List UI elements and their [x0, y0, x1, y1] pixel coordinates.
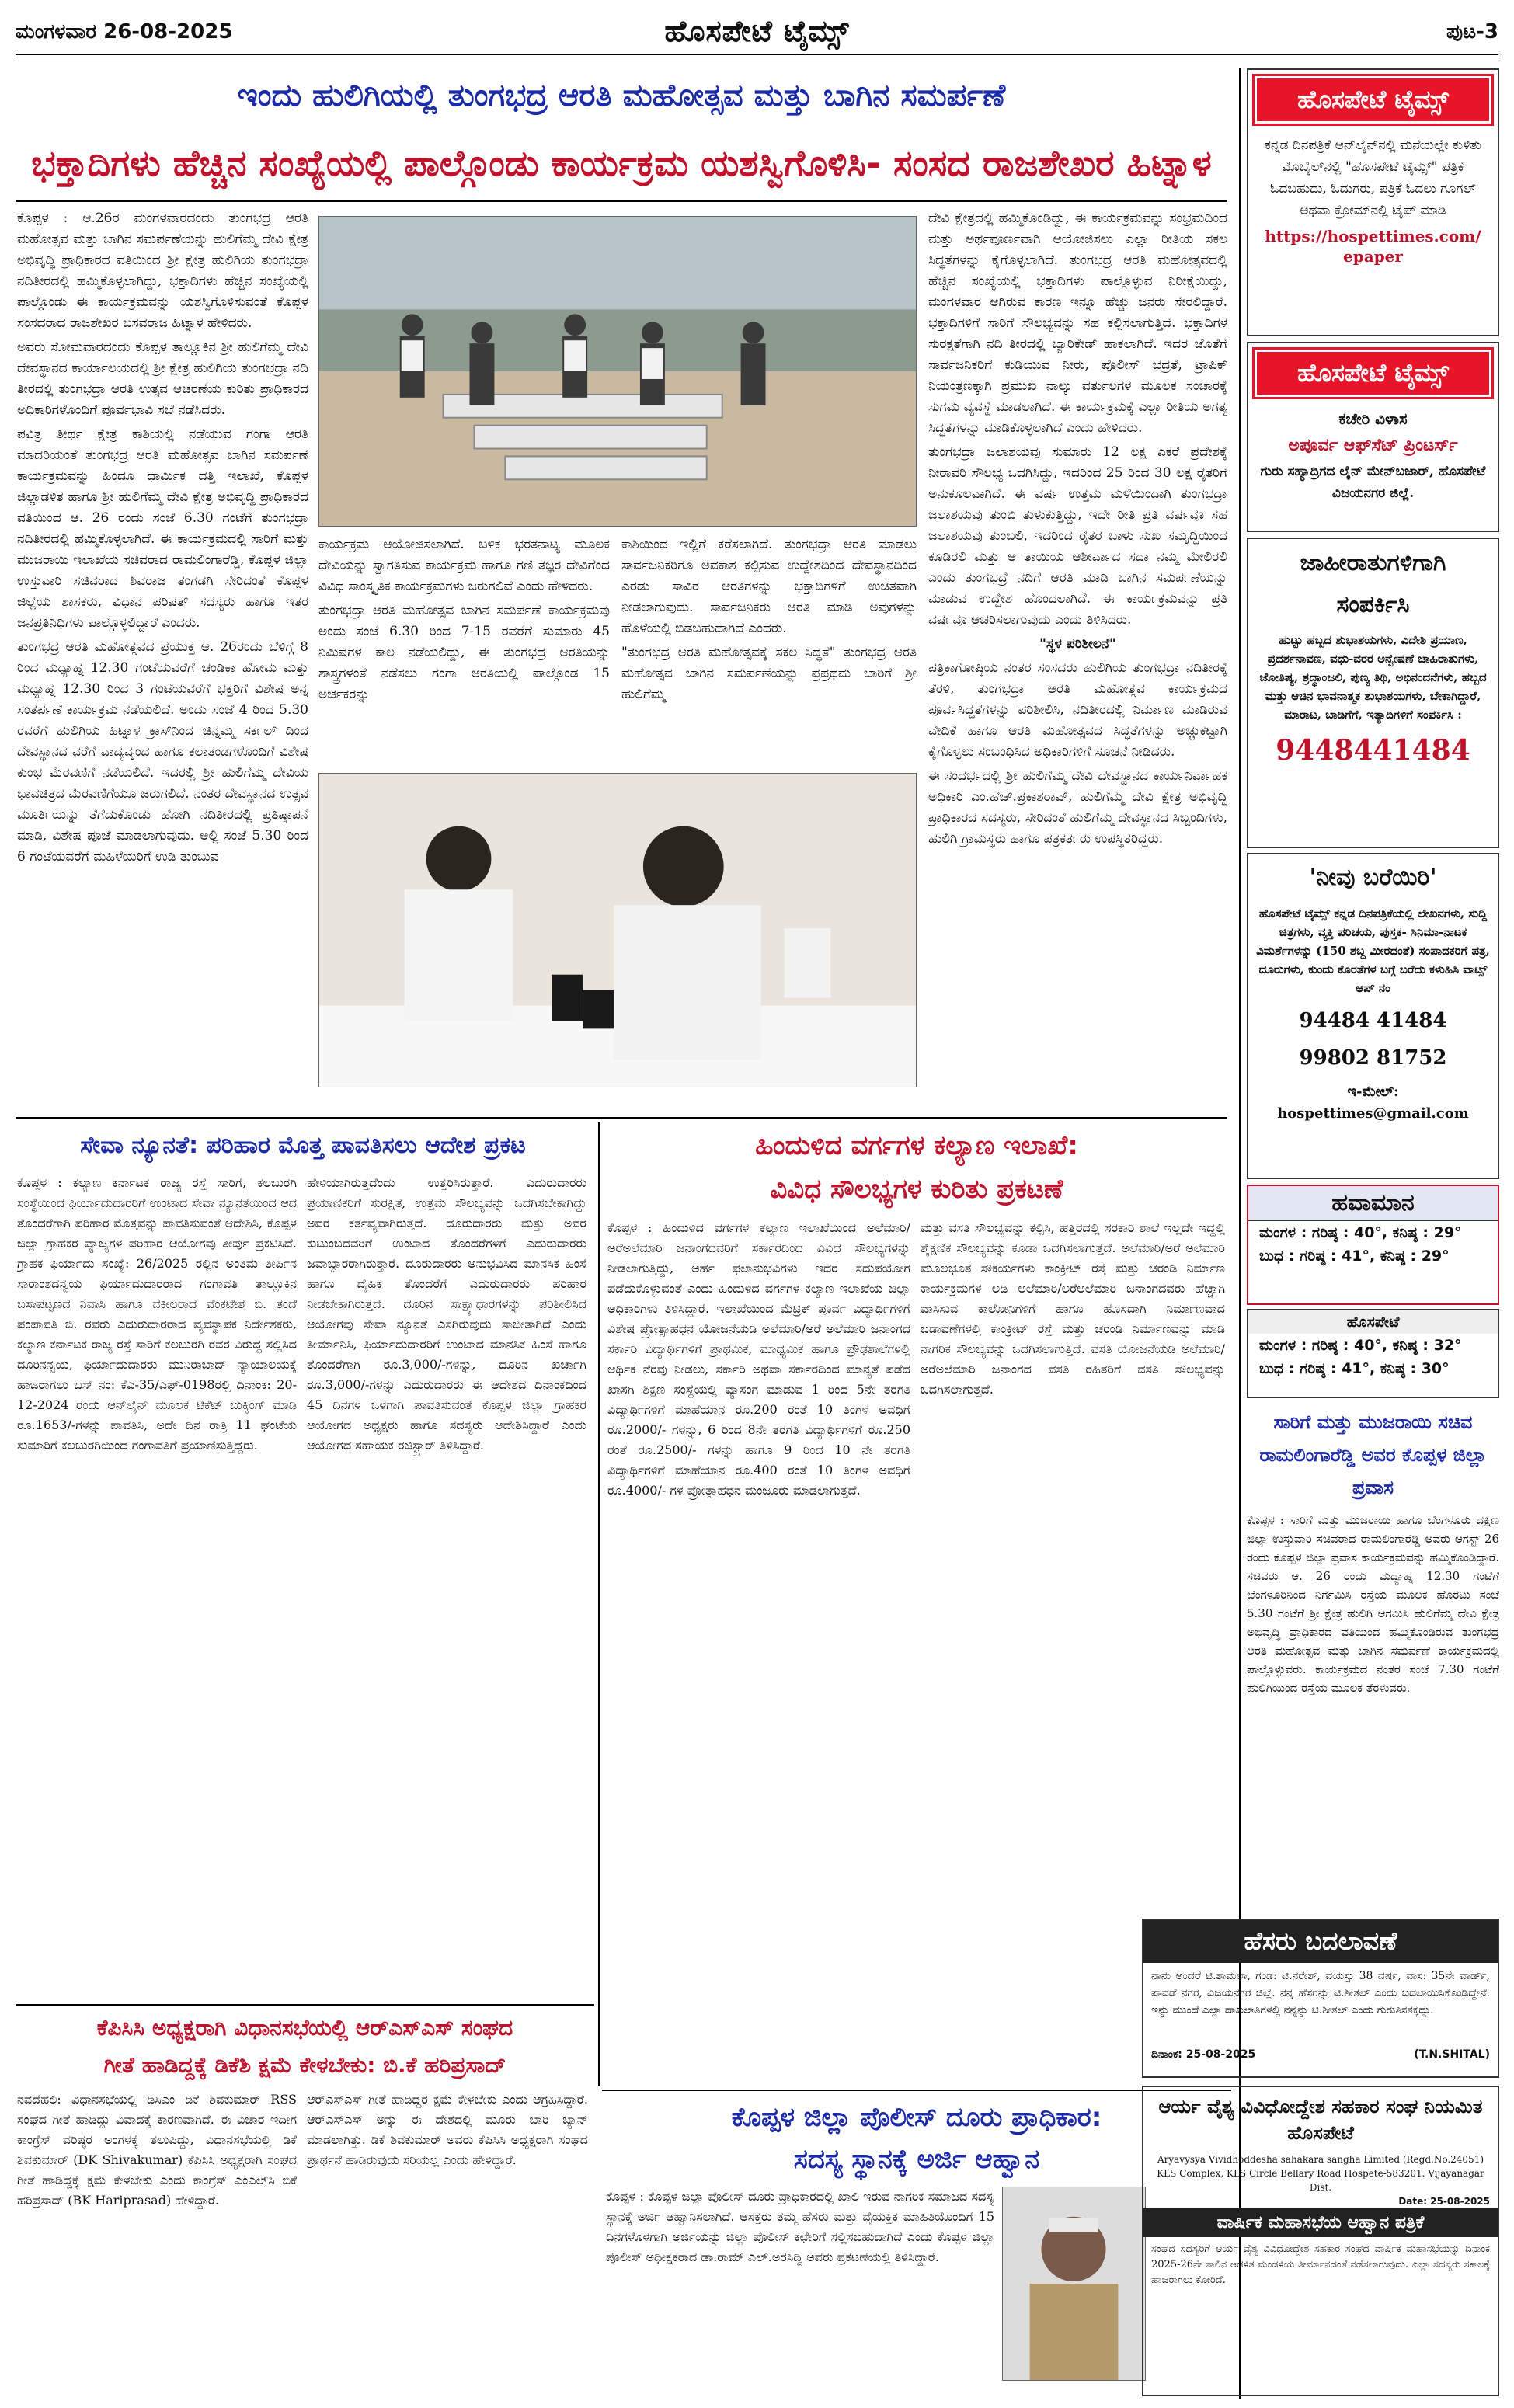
- divider: [16, 1117, 1227, 1119]
- name-change-title: ಹೆಸರು ಬದಲಾವಣೆ: [1143, 1920, 1498, 1963]
- epaper-banner: ಹೊಸಪೇಟೆ ಟೈಮ್ಸ್: [1255, 76, 1491, 124]
- epaper-label[interactable]: epaper: [1343, 247, 1403, 266]
- weather-city: ಹೊಸಪೇಟೆ: [1248, 1310, 1498, 1334]
- office-banner: ಹೊಸಪೇಟೆ ಟೈಮ್ಸ್: [1255, 350, 1491, 397]
- kpcc-column-1: ನವದೆಹಲಿ: ವಿಧಾನಸಭೆಯಲ್ಲಿ ಡಿಸಿಎಂ ಡಿಕೆ ಶಿವಕುಮಾರ್ RSS ಸಂಘದ ಗೀತೆ ಹಾಡಿದ್ದು ವಿವಾದಕ್ಕೆ ಕಾರಣವಾಗಿದೆ. ಈ ವಿಚಾರ ಇದೀಗ ಕಾಂಗ್ರೆಸ್ ವರಿಷ್ಠರ ಅಂಗಳಕ್ಕೆ ತಲುಪಿದ್ದು, ವಿಧಾನಸಭೆಯಲ್ಲಿ ಡಿಕೆ ಶಿವಕುಮಾರ್ (DK Shivakumar) ಕೆಪಿಸಿಸಿ ಅಧ್ಯಕ್ಷರಾಗಿ ಸಂಘದ ಗೀತೆ ಹಾಡಿದ್ದಕ್ಕೆ ಕ್ಷಮೆ ಕೇಳಬೇಕು ಎಂದು ಕಾಂಗ್ರೆಸ್ ಎಂಎಲ್‌ಸಿ ಬಿಕೆ ಹರಿಪ್ರಸಾದ್ (BK Hariprasad) ಹೇಳಿದ್ದಾರೆ.: [17, 2092, 297, 2208]
- ads-text: ಹುಟ್ಟು ಹಬ್ಬದ ಶುಭಾಶಯಗಳು, ವಿದೇಶಿ ಪ್ರಯಾಣ, ಪ್ರದರ್ಶನಾವಣ, ವಧು-ವರರ ಅನ್ವೇಷಣೆ ಜಾಹಿರಾತುಗಳು, ಜೋತಿಷ್ಯ, ಶ್ರದ್ಧಾಂಜಲಿ, ಪುಣ್ಯ ತಿಥಿ, ಅಭಿನಂದನೆಗಳು, ಹಬ್ಬದ ಮತ್ತು ಆಚಿನ ಭಾವನಾತ್ಮಕ ಶುಭಾಶಯಗಳು, ಬೇಕಾಗಿದ್ದಾರೆ, ಮಾರಾಟ, ಬಾಡಿಗೆಗೆ, ಇತ್ಯಾದಿಗಳಿಗೆ ಸಂಪರ್ಕಿಸಿ :: [1259, 633, 1487, 722]
- coop-title: ಆರ್ಯ ವೈಶ್ಯ ವಿವಿಧೋದ್ದೇಶ ಸಹಕಾರ ಸಂಘ ನಿಯಮಿತ ಹೊಸಪೇಟೆ: [1158, 2096, 1483, 2144]
- epaper-url-link[interactable]: https://hospettimes.com/: [1265, 227, 1481, 245]
- minister-story-title: ಸಾರಿಗೆ ಮತ್ತು ಮುಜರಾಯಿ ಸಚಿವ ರಾಮಲಿಂಗಾರೆಡ್ಡಿ ಅವರ ಕೊಪ್ಪಳ ಜಿಲ್ಲಾ ಪ್ರವಾಸ: [1259, 1411, 1487, 1498]
- sp-portrait-photo: [1002, 2187, 1146, 2381]
- paragraph: ಕಾರ್ಯಕ್ರಮ ಆಯೋಜಿಸಲಾಗಿದೆ. ಬಳಿಕ ಭರತನಾಟ್ಯ ಮೂಲಕ ದೇವಿಯನ್ನು ಸ್ವಾಗತಿಸುವ ಕಾರ್ಯಕ್ರಮ ಹಾಗೂ ಗಣಿ ತಜ್ಞರ ದೇವಿಗೆಂದ ವಿವಿಧ ಸಾಂಸ್ಕೃತಿಕ ಕಾರ್ಯಕ್ರಮಗಳು ಜರುಗಲಿವೆ ಎಂದು ಹೇಳಿದರು.: [318, 537, 610, 594]
- divider: [16, 200, 1227, 202]
- bc-column-2: ಮತ್ತು ವಸತಿ ಸೌಲಭ್ಯವನ್ನು ಕಲ್ಪಿಸಿ, ಹತ್ತಿರದಲ್ಲಿ ಸರಕಾರಿ ಶಾಲೆ ಇಲ್ಲದೇ ಇದ್ದಲ್ಲಿ ಶೈಕ್ಷಣಿಕ ಸೌಲಭ್ಯವನ್ನು ಕೂಡಾ ಒದಗಿಸಲಾಗುತ್ತದೆ. ಅಲೆಮಾರಿ/ಅರೆ ಅಲೆಮಾರಿ ಮೂಲಭೂತ ಸೌಕರ್ಯಗಳು ಕಾಂಕ್ರೀಟ್ ರಸ್ತೆ ಮತ್ತು ಚರಂಡಿ ನಿರ್ಮಾಣ ಕಾರ್ಯಕ್ರಮಗಳ ಅಡಿ ಅಲೆಮಾರಿ/ಅರೆಅಲೆಮಾರಿ ಜನಾಂಗದವರು ಹೆಚ್ಚಾಗಿ ವಾಸಿಸುವ ಕಾಲೋನಿಗಳಿಗೆ ಹಾಗೂ ಹೊಸದಾಗಿ ನಿರ್ಮಾಣವಾದ ಬಡಾವಣೆಗಳಲ್ಲಿ ಕಾಂಕ್ರೀಟ್ ರಸ್ತೆ ಮತ್ತು ಚರಂಡಿ ನಿರ್ಮಾಣವನ್ನು ಮಾಡಿ ನಾಗರಿಕ ಸೌಲಭ್ಯವನ್ನು ಒದಗಿಸಲಾಗುತ್ತಿದೆ. ವಸತಿ ಯೋಜನೆಯಡಿ ಅಲೆಮಾರಿ/ಅರೆಅಲೆಮಾರಿ ಜನಾಂಗದ ವಸತಿ ರಹಿತರಿಗೆ ವಸತಿ ಸೌಲಭ್ಯವನ್ನು ಒದಗಿಸಲಾಗುತ್ತದೆ.: [921, 1220, 1225, 1397]
- seva-story-title: ಸೇವಾ ನ್ಯೂನತೆ: ಪರಿಹಾರ ಮೊತ್ತ ಪಾವತಿಸಲು ಆದೇಶ ಪ್ರಕಟ: [80, 1132, 526, 1159]
- paragraph: ತುಂಗಭದ್ರ ಆರತಿ ಮಹೋತ್ಸವದ ಪ್ರಯುಕ್ತ ಆ. 26ರಂದು ಬೆಳಿಗ್ಗೆ 8 ರಿಂದ ಮಧ್ಯಾಹ್ನ 12.30 ಗಂಟೆಯವರೆಗೆ ಚಂಡಿಕಾ ಹೋಮ ಮತ್ತು ಮಧ್ಯಾಹ್ನ 12.30 ರಿಂದ 3 ಗಂಟೆಯವರೆಗೆ ಭಕ್ತರಿಗೆ ವಿಶೇಷ ಅನ್ನ ಸಂತರ್ಪಣೆ ಕಾರ್ಯಕ್ರಮ ನಡೆಯಲಿದೆ. ಅಂದು ಸಂಜೆ 4 ರಿಂದ 5.30 ರವರೆಗೆ ಹುಲಿಗಿಯ ಹಿಟ್ನಾಳ ಕ್ರಾಸ್‌ನಿಂದ ಚಿನ್ನಮ್ಮ ಸರ್ಕಲ್ ದಿಂದ ದೇವಸ್ಥಾನದ ವರೆಗೆ ವಾದ್ಯವೃಂದ ಹಾಗೂ ಕಲಾತಂಡಗಳೊಂದಿಗೆ ವಿಶೇಷ ಕುಂಭ ಮೆರವಣಿಗೆ ನಡೆಯಲಿದೆ. ಇದರಲ್ಲಿ ಶ್ರೀ ಹುಲಿಗೆಮ್ಮ ದೇವಿಯ ಭಾವಚಿತ್ರದ ಮೆರವಣಿಗೆಯೂ ಜರುಗಲಿದೆ. ನಂತರ ದೇವಸ್ಥಾನದ ಉತ್ಸವ ಮೂರ್ತಿಯನ್ನು ತೆಗೆದುಕೊಂಡು ಹೋಗಿ ನದಿತೀರದಲ್ಲಿ ಪ್ರತಿಷ್ಠಾಪನೆ ಮಾಡಿ, ವಿಶೇಷ ಪೂಜೆ ಮಾಡಲಾಗುವುದು. ಅಲ್ಲಿ ಸಂಜೆ 5.30 ರಿಂದ 6 ಗಂಟೆಯವರೆಗೆ ಮಹಿಳೆಯರಿಗೆ ಉಡಿ ತುಂಬುವ: [17, 639, 308, 865]
- name-change-date: ದಿನಾಂಕ: 25-08-2025: [1151, 2048, 1256, 2061]
- seva-column-1: ಕೊಪ್ಪಳ : ಕಲ್ಯಾಣ ಕರ್ನಾಟಕ ರಾಜ್ಯ ರಸ್ತೆ ಸಾರಿಗೆ, ಕಲಬುರಗಿ ಸಂಸ್ಥೆಯಿಂದ ಫಿರ್ಯಾದುದಾರರಿಗೆ ಉಂಟಾದ ಸೇವಾ ನ್ಯೂನತೆಯಿಂದ ಆದ ತೊಂದರೆಗಾಗಿ ಪರಿಹಾರ ಮೊತ್ತವನ್ನು ಪಾವತಿಸುವಂತೆ ಆದೇಶಿಸಿ, ಕೊಪ್ಪಳ ಜಿಲ್ಲಾ ಗ್ರಾಹಕರ ವ್ಯಾಜ್ಯಗಳ ಪರಿಹಾರ ಆಯೋಗವು ತೀರ್ಪು ಪ್ರಕಟಿಸಿದೆ. ಗ್ರಾಹಕ ಫಿರ್ಯಾದು ಸಂಖ್ಯೆ: 26/2025 ರಲ್ಲಿನ ಅಂತಿಮ ತೀರ್ಪಿನ ಸಾರಾಂಶದನ್ವಯ ಫಿರ್ಯಾದುದಾರರಾದ ಗಂಗಾವತಿ ತಾಲ್ಲೂಕಿನ ಬಸಾಪಟ್ಟಣದ ನಿವಾಸಿ ಹಾಗೂ ವಕೀಲರಾದ ವೆಂಕಟೇಶ ಬಿ. ತಂದೆ ಪಂಪಾಪತಿ ಬಿ. ರವರು ಎದುರುದಾರರಾದ ವ್ಯವಸ್ಥಾಪಕ ನಿರ್ದೇಶಕರು, ಕಲ್ಯಾಣ ಕರ್ನಾಟಕ ರಾಜ್ಯ ರಸ್ತೆ ಸಾರಿಗೆ ಕಲಬುರಗಿ ರವರ ವಿರುದ್ಧ ಸಲ್ಲಿಸಿದ ದೂರಿನನ್ವಯ, ಫಿರ್ಯಾದುದಾರರು ಮುನಿರಾಬಾದ್ ನ್ಯಾಯಾಲಯಕ್ಕೆ ಹಾಜರಾಗಲು ಬಸ್ ನಂ: ಕೆಎ-35/ಎಫ್-0198ರಲ್ಲಿ ದಿನಾಂಕ: 20-12-2024 ರಂದು ಆನ್‌ಲೈನ್ ಮೂಲಕ ಟಿಕೆಟ್ ಬುಕ್ಕಿಂಗ್ ಮಾಡಿ ರೂ.1653/-ಗಳನ್ನು ಪಾವತಿಸಿ, ಅದೇ ದಿನ ರಾತ್ರಿ 11 ಘಂಟೆಯ ಸುಮಾರಿಗೆ ಕಲಬುರಗಿಯಿಂದ ಗಂಗಾವತಿಗೆ ಪ್ರಯಾಣಿಸುತ್ತಿದ್ದರು.: [17, 1175, 297, 1453]
- office-address: ಗುರು ಸಹ್ಯಾದ್ರಿಗದ ಲೈನ್ ಮೇನ್‌ಬಜಾರ್, ಹೊಸಪೇಟೆ ವಿಜಯನಗರ ಜಿಲ್ಲೆ.: [1260, 464, 1486, 501]
- lead-headline-main: ಭಕ್ತಾದಿಗಳು ಹೆಚ್ಚಿನ ಸಂಖ್ಯೆಯಲ್ಲಿ ಪಾಲ್ಗೊಂಡು ಕಾರ್ಯಕ್ರಮ ಯಶಸ್ವಿಗೊಳಿಸಿ- ಸಂಸದ ರಾಜಶೇಖರ ಹಿಟ್ನಾಳ: [31, 142, 1212, 184]
- weather-hospet-box: [1247, 1309, 1499, 1398]
- coop-english-address: Aryavysya Vividhoddesha sahakara sangha Limited (Regd.No.24051) KLS Complex, KLS Circle Bellary Road Hospete-583201. Vijayanagar Dist.: [1157, 2154, 1484, 2193]
- newspaper-title: ಹೊಸಪೇಟೆ ಟೈಮ್ಸ್: [664, 14, 850, 48]
- ads-phone: 9448441484: [1276, 734, 1470, 767]
- kpcc-column-2: ಆರ್‌ಎಸ್‌ಎಸ್ ಗೀತೆ ಹಾಡಿದ್ದರ ಕ್ಷಮೆ ಕೇಳಬೇಕು ಎಂದು ಆಗ್ರಹಿಸಿದ್ದಾರೆ. ಆರ್‌ಎಸ್‌ಎಸ್ ಅನ್ನು ಈ ದೇಶದಲ್ಲಿ ಮೂರು ಬಾರಿ ಬ್ಯಾನ್ ಮಾಡಲಾಗಿತ್ತು. ಡಿಕೆ ಶಿವಕುಮಾರ್ ಅವರು ಕೆಪಿಸಿಸಿ ಅಧ್ಯಕ್ಷರಾಗಿ ಸಂಘದ ಪ್ರಾರ್ಥನೆ ಹಾಡಿರುವುದು ಸರಿಯಲ್ಲ ಎಂದು ಹೇಳಿದ್ದಾರೆ.: [307, 2092, 588, 2167]
- divider: [16, 2004, 594, 2006]
- email-address: ಇ-ಮೇಲ್: hospettimes@gmail.com: [1277, 1084, 1469, 1122]
- weather-row: ಬುಧ : ಗರಿಷ್ಠ : 41°, ಕನಿಷ್ಠ : 30°: [1259, 1360, 1450, 1377]
- lead-column-2: [318, 534, 610, 767]
- agm-title: ವಾರ್ಷಿಕ ಮಹಾಸಭೆಯ ಆಹ್ವಾನ ಪತ್ರಿಕೆ: [1143, 2208, 1498, 2237]
- river-inspection-photo: [318, 216, 917, 527]
- epaper-text: ಕನ್ನಡ ದಿನಪತ್ರಿಕೆ ಆನ್‌ಲೈನ್‌ನಲ್ಲಿ ಮನೆಯಲ್ಲೇ ಕುಳಿತು ಮೊಬೈಲ್‌ನಲ್ಲಿ "ಹೊಸಪೇಟೆ ಟೈಮ್ಸ್" ಪತ್ರಿಕೆ ಓದಬಹುದು, ಓದುಗರು, ಪತ್ರಿಕೆ ಓದಲು ಗೂಗಲ್ ಅಥವಾ ಕ್ರೋಮ್‌ನಲ್ಲಿ ಟೈಪ್ ಮಾಡಿ: [1265, 137, 1481, 218]
- page-number: ಪುಟ-3: [1446, 20, 1498, 43]
- name-change-body: ನಾನು ಅಂದರೆ ಟಿ.ಶಾಮಲಾ, ಗಂಡ: ಟಿ.ನರೇಶ್, ವಯಸ್ಸು 38 ವರ್ಷ, ವಾಸ: 35ನೇ ವಾರ್ಡ್, ಪಾವಡೆ ನಗರ, ವಿಜಯನಗರ ಜಿಲ್ಲೆ. ನನ್ನ ಹೆಸರನ್ನು ಟಿ.ಶೀತಲ್ ಎಂದು ಬದಲಾಯಿಸಿಕೊಂಡಿದ್ದೇನೆ. ಇನ್ನು ಮುಂದೆ ಎಲ್ಲಾ ದಾಖಲಾತಿಗಳಲ್ಲಿ ನನ್ನನ್ನು ಟಿ.ಶೀತಲ್ ಎಂದು ಗುರುತಿಸತಕ್ಕದ್ದು.: [1151, 1970, 1490, 2017]
- paragraph: ಪತ್ರಿಕಾಗೋಷ್ಠಿಯ ನಂತರ ಸಂಸದರು ಹುಲಿಗಿಯ ತುಂಗಭದ್ರಾ ನದಿತೀರಕ್ಕೆ ತೆರಳಿ, ತುಂಗಭದ್ರಾ ಆರತಿ ಮಹೋತ್ಸವ ಕಾರ್ಯಕ್ರಮದ ಪೂರ್ವಸಿದ್ಧತೆಗಳನ್ನು ಪರಿಶೀಲಿಸಿ, ನದಿತೀರದಲ್ಲಿ ನಿರ್ಮಾಣ ಮಾಡಿರುವ ವೇದಿಕೆ ಹಾಗೂ ಆರತಿ ಮಹೋತ್ಸವದ ಸಿದ್ಧತೆಗಳನ್ನು ಅಚ್ಚುಕಟ್ಟಾಗಿ ಕೈಗೊಳ್ಳಲು ಸಂಬಂಧಿಸಿದ ಅಧಿಕಾರಿಗಳಿಗೆ ಸೂಚನೆ ನೀಡಿದರು.: [928, 660, 1227, 760]
- write-title: 'ನೀವು ಬರೆಯಿರಿ': [1309, 864, 1437, 891]
- ads-box: [1247, 538, 1499, 848]
- agm-body: ಸಂಘದ ಸದಸ್ಯರಿಗೆ ಆರ್ಯ ವೈಶ್ಯ ವಿವಿಧೋದ್ದೇಶ ಸಹಕಾರ ಸಂಘದ ವಾರ್ಷಿಕ ಮಹಾಸಭೆಯನ್ನು ದಿನಾಂಕ 2025-26ನೇ ಸಾಲಿನ ಆಡಳಿತ ಮಂಡಳಿಯ ತೀರ್ಮಾನದಂತೆ ನಡೆಸಲಾಗುವುದು. ಎಲ್ಲಾ ಸದಸ್ಯರು ಸಕಾಲಕ್ಕೆ ಹಾಜರಾಗಲು ಕೋರಿದೆ.: [1151, 2243, 1490, 2286]
- office-label: ಕಚೇರಿ ವಿಳಾಸ: [1338, 409, 1408, 428]
- kpcc-story-title-2: ಗೀತೆ ಹಾಡಿದ್ದಕ್ಕೆ ಡಿಕೆಶಿ ಕ್ಷಮೆ ಕೇಳಬೇಕು: ಬಿ.ಕೆ ಹರಿಪ್ರಸಾದ್: [103, 2052, 506, 2078]
- write-box: [1247, 853, 1499, 1179]
- name-change-box: [1142, 1919, 1499, 2078]
- write-text: ಹೊಸಪೇಟೆ ಟೈಮ್ಸ್ ಕನ್ನಡ ದಿನಪತ್ರಿಕೆಯಲ್ಲಿ ಲೇಖನಗಳು, ಸುದ್ದಿ ಚಿತ್ರಗಳು, ವ್ಯಕ್ತಿ ಪರಿಚಯ, ಪುಸ್ತಕ- ಸಿನಿಮಾ-ನಾಟಕ ವಿಮರ್ಶೆಗಳನ್ನು (150 ಶಬ್ದ ಮೀರದಂತೆ) ಸಂಪಾದಕರಿಗೆ ಪತ್ರ, ದೂರುಗಳು, ಕುಂದು ಕೊರತೆಗಳ ಬಗ್ಗೆ ಬರೆದು ಕಳುಹಿಸಿ ವಾಟ್ಸ್ ಆಪ್ ನಂ: [1256, 906, 1490, 995]
- seva-column-2: ಹೇಳಿಯಾಗಿರುತ್ತದೆಂದು ಉತ್ತರಿಸಿರುತ್ತಾರೆ. ಎದುರುದಾರರು ಪ್ರಯಾಣಿಕರಿಗೆ ಸುರಕ್ಷಿತ, ಉತ್ತಮ ಸೌಲಭ್ಯವನ್ನು ಒದಗಿಸಬೇಕಾಗಿದ್ದು ಅವರ ಕರ್ತವ್ಯವಾಗಿರುತ್ತದೆ. ದೂರುದಾರರು ಮತ್ತು ಅವರ ಕುಟುಂಬದವರಿಗೆ ಉಂಟಾದ ತೊಂದರೆಗಳಿಗೆ ಎದುರುದಾರರು ಜವಾಬ್ದಾರರಾಗಿರುತ್ತಾರೆ. ದೂರುದಾರರು ಅನುಭವಿಸಿದ ಮಾನಸಿಕ ಹಿಂಸೆ ಹಾಗೂ ದೈಹಿಕ ತೊಂದರೆಗೆ ಎದುರುದಾರರು ಪರಿಹಾರ ನೀಡಬೇಕಾಗಿರುತ್ತದೆ. ದೂರಿನ ಸಾಕ್ಷ್ಯಾಧಾರಗಳನ್ನು ಪರಿಶೀಲಿಸಿದ ಆಯೋಗವು ಸೇವಾ ನ್ಯೂನತೆ ಎಸಗಿರುವುದು ಸಾಬೀತಾಗಿದೆ ಎಂದು ತೀರ್ಮಾನಿಸಿ, ಫಿರ್ಯಾದುದಾರರಿಗೆ ಉಂಟಾದ ಮಾನಸಿಕ ಹಿಂಸೆ ಹಾಗೂ ತೊಂದರೆಗಾಗಿ ರೂ.3,000/-ಗಳನ್ನು, ದೂರಿನ ಖರ್ಚಾಗಿ ರೂ.3,000/-ಗಳನ್ನು ಎದುರುದಾರರು ಈ ಆದೇಶದ ದಿನಾಂಕದಿಂದ 45 ದಿನಗಳ ಒಳಗಾಗಿ ಪಾವತಿಸುವಂತೆ ಕೊಪ್ಪಳ ಜಿಲ್ಲಾ ಗ್ರಾಹಕರ ಆಯೋಗದ ಅಧ್ಯಕ್ಷರು ಹಾಗೂ ಸದಸ್ಯರು ಆದೇಶಿಸಿದ್ದಾರೆ ಎಂದು ಆಯೋಗದ ಸಹಾಯಕ ರಜಿಸ್ಟ್ರಾರ್ ತಿಳಿಸಿದ್ದಾರೆ.: [307, 1175, 586, 1453]
- office-box: [1247, 342, 1499, 532]
- weather-row: ಮಂಗಳ : ಗರಿಷ್ಠ : 40°, ಕನಿಷ್ಠ : 29°: [1259, 1224, 1462, 1241]
- paragraph: "ತುಂಗಭದ್ರ ಆರತಿ ಮಹೋತ್ಸವಕ್ಕೆ ಸಕಲ ಸಿದ್ಧತೆ" ತುಂಗಭದ್ರ ಆರತಿ ಮಹೋತ್ಸವ ಬಾಗಿನ ಸಮರ್ಪಣೆಯನ್ನು ಪ್ರಪ್ರಥಮ ಬಾರಿಗೆ ಶ್ರೀ ಹುಲಿಗೆಮ್ಮ: [621, 645, 917, 702]
- weather-row: ಬುಧ : ಗರಿಷ್ಠ : 41°, ಕನಿಷ್ಠ : 29°: [1259, 1247, 1450, 1265]
- paragraph: ತುಂಗಭದ್ರಾ ಆರತಿ ಮಹೋತ್ಸವ ಬಾಗಿನ ಸಮರ್ಪಣೆ ಕಾರ್ಯಕ್ರಮವು ಅಂದು ಸಂಜೆ 6.30 ರಿಂದ 7-15 ರವರೆಗೆ ಸುಮಾರು 45 ನಿಮಿಷಗಳ ಕಾಲ ನಡೆಯಲಿದ್ದು, ಈ ತುಂಗಭದ್ರ ಆರತಿಯನ್ನು ಶಾಸ್ತ್ರಗಳಂತೆ ನಡೆಸಲು ಗಂಗಾ ಆರತಿಯಲ್ಲಿ ಪಾಲ್ಗೊಂಡ 15 ಅರ್ಚಕರನ್ನು: [318, 603, 610, 702]
- weather-box: [1247, 1185, 1499, 1305]
- office-name: ಅಪೂರ್ವ ಆಫ್‌ಸೆಟ್ ಪ್ರಿಂಟರ್ಸ್: [1288, 435, 1458, 455]
- minister-story-body: ಕೊಪ್ಪಳ : ಸಾರಿಗೆ ಮತ್ತು ಮುಜರಾಯಿ ಹಾಗೂ ಬೆಂಗಳೂರು ದಕ್ಷಿಣ ಜಿಲ್ಲಾ ಉಸ್ತುವಾರಿ ಸಚಿವರಾದ ರಾಮಲಿಂಗಾರೆಡ್ಡಿ ಅವರು ಆಗಸ್ಟ್ 26 ರಂದು ಕೊಪ್ಪಳ ಜಿಲ್ಲಾ ಪ್ರವಾಸ ಕಾರ್ಯಕ್ರಮವನ್ನು ಹಮ್ಮಿಕೊಂಡಿದ್ದಾರೆ. ಸಚಿವರು ಆ. 26 ರಂದು ಮಧ್ಯಾಹ್ನ 12.30 ಗಂಟೆಗೆ ಬೆಂಗಳೂರಿನಿಂದ ನಿರ್ಗಮಿಸಿ ರಸ್ತೆಯ ಮೂಲಕ ಹೊರಟು ಸಂಜೆ 5.30 ಗಂಟೆಗೆ ಶ್ರೀ ಕ್ಷೇತ್ರ ಹುಲಿಗಿ ಆಗಮಿಸಿ ಹುಲಿಗೆಮ್ಮ ದೇವಿ ಕ್ಷೇತ್ರ ಅಭಿವೃದ್ಧಿ ಪ್ರಾಧಿಕಾರದ ವತಿಯಿಂದ ಹಮ್ಮಿಕೊಂಡಿರುವ ತುಂಗಭದ್ರ ಆರತಿ ಮಹೋತ್ಸವ ಮತ್ತು ಬಾಗಿನ ಸಮರ್ಪಣೆ ಕಾರ್ಯಕ್ರಮದಲ್ಲಿ ಪಾಲ್ಗೊಳ್ಳುವರು. ಕಾರ್ಯಕ್ರಮದ ನಂತರ ಸಂಜೆ 7.30 ಗಂಟೆಗೆ ಹುಲಿಗಿಯಿಂದ ರಸ್ತೆಯ ಮೂಲಕ ತೆರಳುವರು.: [1247, 1513, 1499, 1695]
- bc-story-title-2: ವಿವಿಧ ಸೌಲಭ್ಯಗಳ ಕುರಿತು ಪ್ರಕಟಣೆ: [770, 1174, 1063, 1205]
- paragraph: ಕಾಶಿಯಿಂದ ಇಲ್ಲಿಗೆ ಕರೆಸಲಾಗಿದೆ. ತುಂಗಭದ್ರಾ ಆರತಿ ಮಾಡಲು ಸಾರ್ವಜನಿಕರಿಗೂ ಅವಕಾಶ ಕಲ್ಪಿಸುವ ಉದ್ದೇಶದಿಂದ ದೇವಸ್ಥಾನದಿಂದ ಎರಡು ಸಾವಿರ ಆರತಿಗಳನ್ನು ಭಕ್ತಾದಿಗಳಿಗೆ ಉಚಿತವಾಗಿ ನೀಡಲಾಗುವುದು. ಸಾರ್ವಜನಿಕರು ಆರತಿ ಮಾಡಿ ಅವುಗಳನ್ನು ಹೊಳೆಯಲ್ಲಿ ಬಿಡಬಹುದಾಗಿದೆ ಎಂದರು.: [621, 537, 917, 636]
- police-story-title-1: ಕೊಪ್ಪಳ ಜಿಲ್ಲಾ ಪೊಲೀಸ್ ದೂರು ಪ್ರಾಧಿಕಾರ:: [731, 2102, 1102, 2133]
- paragraph: ಕೊಪ್ಪಳ : ಆ.26ರ ಮಂಗಳವಾರದಂದು ತುಂಗಭದ್ರ ಆರತಿ ಮಹೋತ್ಸವ ಮತ್ತು ಬಾಗಿನ ಸಮರ್ಪಣೆಯನ್ನು ಹುಲಿಗೆಮ್ಮ ದೇವಿ ಕ್ಷೇತ್ರ ಅಭಿವೃದ್ಧಿ ಪ್ರಾಧಿಕಾರದ ವತಿಯಿಂದ ಶ್ರೀ ಕ್ಷೇತ್ರ ಹುಲಿಗಿಯ ತುಂಗಭದ್ರಾ ನದಿತೀರದಲ್ಲಿ ಹಮ್ಮಿಕೊಳ್ಳಲಾಗಿದ್ದು, ಭಕ್ತಾದಿಗಳು ಹೆಚ್ಚಿನ ಸಂಖ್ಯೆಯಲ್ಲಿ ಪಾಲ್ಗೊಂಡು ಈ ಕಾರ್ಯಕ್ರಮವನ್ನು ಯಶಸ್ವಿಗೊಳಿಸುವಂತೆ ಕೊಪ್ಪಳ ಸಂಸದರಾದ ರಾಜಶೇಖರ ಬಸವರಾಜ ಹಿಟ್ನಾಳ ಹೇಳಿದರು.: [17, 211, 308, 331]
- subheading: "ಸ್ಥಳ ಪರಿಶೀಲನೆ": [1039, 636, 1116, 652]
- paragraph: ಪವಿತ್ರ ತೀರ್ಥ ಕ್ಷೇತ್ರ ಕಾಶಿಯಲ್ಲಿ ನಡೆಯುವ ಗಂಗಾ ಆರತಿ ಮಾದರಿಯಂತೆ ತುಂಗಭದ್ರ ಆರತಿ ಮಹೋತ್ಸವ ಬಾಗಿನ ಸಮರ್ಪಣೆ ಕಾರ್ಯಕ್ರಮವನ್ನು ಹಿಂದೂ ಧಾರ್ಮಿಕ ದತ್ತಿ ಇಲಾಖೆ, ಕೊಪ್ಪಳ ಜಿಲ್ಲಾಡಳಿತ ಹಾಗೂ ಶ್ರೀ ಹುಲಿಗೆಮ್ಮ ದೇವಿ ಕ್ಷೇತ್ರ ಅಭಿವೃದ್ಧಿ ಪ್ರಾಧಿಕಾರದ ವತಿಯಿಂದ ಆ. 26 ರಂದು ಸಂಜೆ 6.30 ಗಂಟೆಗೆ ತುಂಗಭದ್ರಾ ನದಿತೀರದಲ್ಲಿ ಹಮ್ಮಿಕೊಳ್ಳಲಾಗಿದೆ. ಈ ಕಾರ್ಯಕ್ರಮದಲ್ಲಿ ಸಾರಿಗೆ ಮತ್ತು ಮುಜರಾಯಿ ಇಲಾಖೆಯ ಸಚಿವರಾದ ರಾಮಲಿಂಗಾರೆಡ್ಡಿ, ಕೊಪ್ಪಳ ಜಿಲ್ಲಾ ಉಸ್ತುವಾರಿ ಸಚಿವರಾದ ಶಿವರಾಜ ತಂಗಡಗಿ ಸೇರಿದಂತೆ ಕೊಪ್ಪಳ ಜಿಲ್ಲೆಯ ಶಾಸಕರು, ವಿಧಾನ ಪರಿಷತ್ ಸದಸ್ಯರು ಹಾಗೂ ಇತರ ಜನಪ್ರತಿನಿಧಿಗಳು ಪಾಲ್ಗೊಳ್ಳಲಿದ್ದಾರೆ ಎಂದರು.: [17, 426, 308, 631]
- ads-title-2: ಸಂಪರ್ಕಿಸಿ: [1336, 591, 1410, 618]
- name-change-signature: (T.N.SHITAL): [1414, 2048, 1490, 2061]
- paragraph: ತುಂಗಭದ್ರಾ ಜಲಾಶಯವು ಸುಮಾರು 12 ಲಕ್ಷ ಎಕರೆ ಪ್ರದೇಶಕ್ಕೆ ನೀರಾವರಿ ಸೌಲಭ್ಯ ಒದಗಿಸಿದ್ದು, ಇದರಿಂದ 25 ರಿಂದ 30 ಲಕ್ಷ ರೈತರಿಗೆ ಅನುಕೂಲವಾಗಿದೆ. ಈ ವರ್ಷ ಉತ್ತಮ ಮಳೆಯಿಂದಾಗಿ ತುಂಗಭದ್ರಾ ಜಲಾಶಯವು ತುಂಬಿ ತುಳುಕುತ್ತಿದ್ದು, ಇದೇ ರೀತಿ ಪ್ರತಿ ವರ್ಷವೂ ಸಹ ಜಲಾಶಯವು ತುಂಬಲಿ, ಇದರಿಂದ ರೈತರ ಬಾಳು ಸುಖ ಸಮೃದ್ಧಿಯಿಂದ ಕೂಡಿರಲಿ ಮತ್ತು ಆ ತಾಯಿಯ ಆಶೀರ್ವಾದ ಸದಾ ನಮ್ಮ ಮೇಲಿರಲಿ ಎಂದು ತುಂಗಭದ್ರೆ ನದಿಗೆ ಆರತಿ ಮಾಡಿ ಬಾಗಿನ ಸಮರ್ಪಣೆಯನ್ನು ಮಾಡುವ ಉದ್ದೇಶ ಹೊಂದಲಾಗಿದೆ. ಈ ಕಾರ್ಯಕ್ರಮವನ್ನು ಪ್ರತಿ ವರ್ಷವೂ ಆಚರಿಸಲಾಗುವುದು ಎಂದು ತಿಳಿಸಿದರು.: [928, 444, 1227, 628]
- write-phone-1: 94484 41484: [1299, 1009, 1447, 1032]
- police-story-title-2: ಸದಸ್ಯ ಸ್ಥಾನಕ್ಕೆ ಅರ್ಜಿ ಆಹ್ವಾನ: [793, 2144, 1040, 2175]
- lead-column-4: [928, 208, 1227, 1094]
- paragraph: ಈ ಸಂದರ್ಭದಲ್ಲಿ ಶ್ರೀ ಹುಲಿಗೆಮ್ಮ ದೇವಿ ದೇವಸ್ಥಾನದ ಕಾರ್ಯನಿರ್ವಾಹಕ ಅಧಿಕಾರಿ ಎಂ.ಹೆಚ್.ಪ್ರಕಾಶರಾವ್, ಹುಲಿಗೆಮ್ಮ ದೇವಿ ಕ್ಷೇತ್ರ ಅಭಿವೃದ್ಧಿ ಪ್ರಾಧಿಕಾರದ ಸದಸ್ಯರು, ಸೇರಿದಂತೆ ಹುಲಿಗೆಮ್ಮ ದೇವಸ್ಥಾನದ ಸಿಬ್ಬಂದಿಗಳು, ಹುಲಿಗಿ ಗ್ರಾಮಸ್ಥರು ಹಾಗೂ ಪತ್ರಕರ್ತರು ಉಪಸ್ಥಿತರಿದ್ದರು.: [928, 768, 1227, 847]
- ads-title-1: ಜಾಹೀರಾತುಗಳಿಗಾಗಿ: [1300, 549, 1446, 576]
- write-phone-2: 99802 81752: [1299, 1046, 1447, 1070]
- bc-column-1: ಕೊಪ್ಪಳ : ಹಿಂದುಳಿದ ವರ್ಗಗಳ ಕಲ್ಯಾಣ ಇಲಾಖೆಯಿಂದ ಅಲೆಮಾರಿ/ಅರೆಅಲೆಮಾರಿ ಜನಾಂಗದವರಿಗೆ ಸರ್ಕಾರದಿಂದ ವಿವಿಧ ಸೌಲಭ್ಯಗಳನ್ನು ನೀಡಲಾಗುತ್ತಿದ್ದು, ಅರ್ಹ ಫಲಾನುಭವಿಗಳು ಇದರ ಸದುಪಯೋಗ ಪಡೆದುಕೊಳ್ಳುವಂತೆ ಎಂದು ಹಿಂದುಳಿದ ವರ್ಗಗಳ ಕಲ್ಯಾಣ ಇಲಾಖೆಯ ಜಿಲ್ಲಾ ಅಧಿಕಾರಿಗಳು ತಿಳಿಸಿದ್ದಾರೆ. ಇಲಾಖೆಯಿಂದ ಮೆಟ್ರಿಕ್ ಪೂರ್ವ ವಿದ್ಯಾರ್ಥಿಗಳಿಗೆ ವಿಶೇಷ ಪ್ರೋತ್ಸಾಹಧನ ಯೋಜನೆಯಡಿ ಅಲೆಮಾರಿ/ಅರೆ ಅಲೆಮಾರಿ ಜನಾಂಗದ ಸರ್ಕಾರಿ ವಿದ್ಯಾರ್ಥಿಗಳಿಗೆ ಪ್ರಾಥಮಿಕ, ಮಾಧ್ಯಮಿಕ ಹಾಗೂ ಪ್ರೌಢಶಾಲೆಗಳಲ್ಲಿ ಆರ್ಥಿಕ ನೆರವು ನೀಡಲು, ಸರ್ಕಾರಿ ಅಥವಾ ಸರ್ಕಾರದಿಂದ ಮಾನ್ಯತೆ ಪಡೆದ ಖಾಸಗಿ ಶಿಕ್ಷಣ ಸಂಸ್ಥೆಯಲ್ಲಿ ವ್ಯಾಸಂಗ ಮಾಡುವ 1 ರಿಂದ 5ನೇ ತರಗತಿ ವಿದ್ಯಾರ್ಥಿಗಳಿಗೆ ಮಾಹೆಯಾನ ರೂ.200 ರಂತೆ 10 ತಿಂಗಳ ಅವಧಿಗೆ ರೂ.2000/- ಗಳನ್ನು, 6 ರಿಂದ 8ನೇ ತರಗತಿ ವಿದ್ಯಾರ್ಥಿಗಳಿಗೆ ರೂ.250 ರಂತೆ ರೂ.2500/- ಗಳನ್ನು ಹಾಗೂ 9 ರಿಂದ 10 ನೇ ತರಗತಿ ವಿದ್ಯಾರ್ಥಿಗಳಿಗೆ ಮಾಹೆಯಾನ ರೂ.400 ರಂತೆ 10 ತಿಂಗಳ ಅವಧಿಗೆ ರೂ.4000/- ಗಳ ಪ್ರೋತ್ಸಾಹಧನ ಮಂಜೂರು ಮಾಡಲಾಗುತ್ತದೆ.: [607, 1220, 910, 1498]
- lead-headline-top: ಇಂದು ಹುಲಿಗಿಯಲ್ಲಿ ತುಂಗಭದ್ರ ಆರತಿ ಮಹೋತ್ಸವ ಮತ್ತು ಬಾಗಿನ ಸಮರ್ಪಣೆ: [237, 78, 1006, 113]
- coop-notice-box: [1142, 2086, 1499, 2396]
- weather-row: ಮಂಗಳ : ಗರಿಷ್ಠ : 40°, ಕನಿಷ್ಠ : 32°: [1259, 1337, 1462, 1354]
- press-meet-photo: [318, 773, 917, 1087]
- issue-date: ಮಂಗಳವಾರ 26-08-2025: [16, 20, 233, 43]
- divider: [602, 2090, 1231, 2091]
- weather-title: ಹವಾಮಾನ: [1248, 1186, 1498, 1221]
- vertical-divider: [598, 1122, 600, 2086]
- epaper-box: [1247, 68, 1499, 336]
- paragraph: ಅವರು ಸೋಮವಾರದಂದು ಕೊಪ್ಪಳ ತಾಲ್ಲೂಕಿನ ಶ್ರೀ ಹುಲಿಗೆಮ್ಮ ದೇವಿ ದೇವಸ್ಥಾನದ ಕಾರ್ಯಾಲಯದಲ್ಲಿ ಶ್ರೀ ಕ್ಷೇತ್ರ ಹುಲಿಗಿಯ ತುಂಗಭದ್ರಾ ನದಿ ತೀರದಲ್ಲಿ ತುಂಗಭದ್ರಾ ಆರತಿ ಉತ್ಸವ ಆಚರಣೆಯ ಕುರಿತು ಪ್ರಾಧಿಕಾರದ ಅಧಿಕಾರಿಗಳೊಂದಿಗೆ ಪೂರ್ವಭಾವಿ ಸಭೆ ನಡೆಸಿದರು.: [17, 339, 308, 418]
- paragraph: ದೇವಿ ಕ್ಷೇತ್ರದಲ್ಲಿ ಹಮ್ಮಿಕೊಂಡಿದ್ದು, ಈ ಕಾರ್ಯಕ್ರಮವನ್ನು ಸಂಭ್ರಮದಿಂದ ಮತ್ತು ಅರ್ಥಪೂರ್ಣವಾಗಿ ಆಯೋಜಿಸಲು ಎಲ್ಲಾ ರೀತಿಯ ಸಕಲ ಸಿದ್ಧತೆಗಳನ್ನು ಕೈಗೊಳ್ಳಲಾಗಿದೆ. ತುಂಗಭದ್ರ ಆರತಿ ಮಹೋತ್ಸವದಲ್ಲಿ ಹೆಚ್ಚಿನ ಸಂಖ್ಯೆಯಲ್ಲಿ ಭಕ್ತಾದಿಗಳು ಪಾಲ್ಗೊಳ್ಳುವ ನಿರೀಕ್ಷೆಯಿದ್ದು, ಮಂಗಳವಾರ ಆಗಿರುವ ಕಾರಣ ಇನ್ನೂ ಹೆಚ್ಚು ಜನರು ಸೇರಲಿದ್ದಾರೆ. ಭಕ್ತಾದಿಗಳಿಗೆ ಸಾರಿಗೆ ಸೌಲಭ್ಯವನ್ನು ಸಹ ಕಲ್ಪಿಸಲಾಗುತ್ತಿದೆ. ಭಕ್ತಾದಿಗಳ ಸುರಕ್ಷತೆಗಾಗಿ ನದಿ ತೀರದಲ್ಲಿ ಬ್ಯಾರಿಕೇಡ್ ಹಾಕಲಾಗಿದೆ. ಇದರ ಜೊತೆಗೆ ಸಾರ್ವಜನಿಕರಿಗೆ ಕುಡಿಯುವ ನೀರು, ಪೊಲೀಸ್ ಭದ್ರತೆ, ಟ್ರಾಫಿಕ್ ನಿಯಂತ್ರಣಕ್ಕಾಗಿ ಪ್ರಮುಖ ನಾಲ್ಕು ವರ್ತುಲಗಳ ಮೂಲಕ ಸಂಚಾರಕ್ಕೆ ಸುಗಮ ವ್ಯವಸ್ಥೆ ಮಾಡಲಾಗಿದೆ. ಈ ಕಾರ್ಯಕ್ರಮಕ್ಕೆ ಎಲ್ಲಾ ರೀತಿಯ ಅಗತ್ಯ ಸಿದ್ಧತೆಗಳನ್ನು ಮಾಡಿಕೊಳ್ಳಲಾಗಿದೆ ಎಂದು ಹೇಳಿದರು.: [928, 211, 1227, 436]
- lead-column-1: [17, 208, 308, 1113]
- police-story-body: ಕೊಪ್ಪಳ : ಕೊಪ್ಪಳ ಜಿಲ್ಲಾ ಪೊಲೀಸ್ ದೂರು ಪ್ರಾಧಿಕಾರದಲ್ಲಿ ಖಾಲಿ ಇರುವ ನಾಗರಿಕ ಸಮಾಜದ ಸದಸ್ಯ ಸ್ಥಾನಕ್ಕೆ ಅರ್ಜಿ ಆಹ್ವಾನಿಸಲಾಗಿದೆ. ಆಸಕ್ತರು ತಮ್ಮ ಹೆಸರು ಮತ್ತು ವೈಯಕ್ತಿಕ ಮಾಹಿತಿಯೊಂದಿಗೆ 15 ದಿನಗಳೊಳಗಾಗಿ ಅರ್ಜಿಯನ್ನು ಜಿಲ್ಲಾ ಪೊಲೀಸ್ ಕಛೇರಿಗೆ ಸಲ್ಲಿಸಬಹುದಾಗಿದೆ ಎಂದು ಕೊಪ್ಪಳ ಜಿಲ್ಲಾ ಪೊಲೀಸ್ ಅಧೀಕ್ಷಕರಾದ ಡಾ.ರಾಮ್ ಎಲ್.ಅರಸಿದ್ದಿ ಅವರು ಪ್ರಕಟಣೆಯಲ್ಲಿ ತಿಳಿಸಿದ್ದಾರೆ.: [606, 2189, 994, 2264]
- lead-column-3: [621, 534, 917, 767]
- bc-story-title-1: ಹಿಂದುಳಿದ ವರ್ಗಗಳ ಕಲ್ಯಾಣ ಇಲಾಖೆ:: [755, 1130, 1078, 1161]
- coop-date: Date: 25-08-2025: [1398, 2196, 1490, 2207]
- masthead: [16, 9, 1498, 57]
- kpcc-story-title-1: ಕೆಪಿಸಿಸಿ ಅಧ್ಯಕ್ಷರಾಗಿ ವಿಧಾನಸಭೆಯಲ್ಲಿ ಆರ್‌ಎಸ್‌ಎಸ್ ಸಂಘದ: [96, 2015, 513, 2041]
